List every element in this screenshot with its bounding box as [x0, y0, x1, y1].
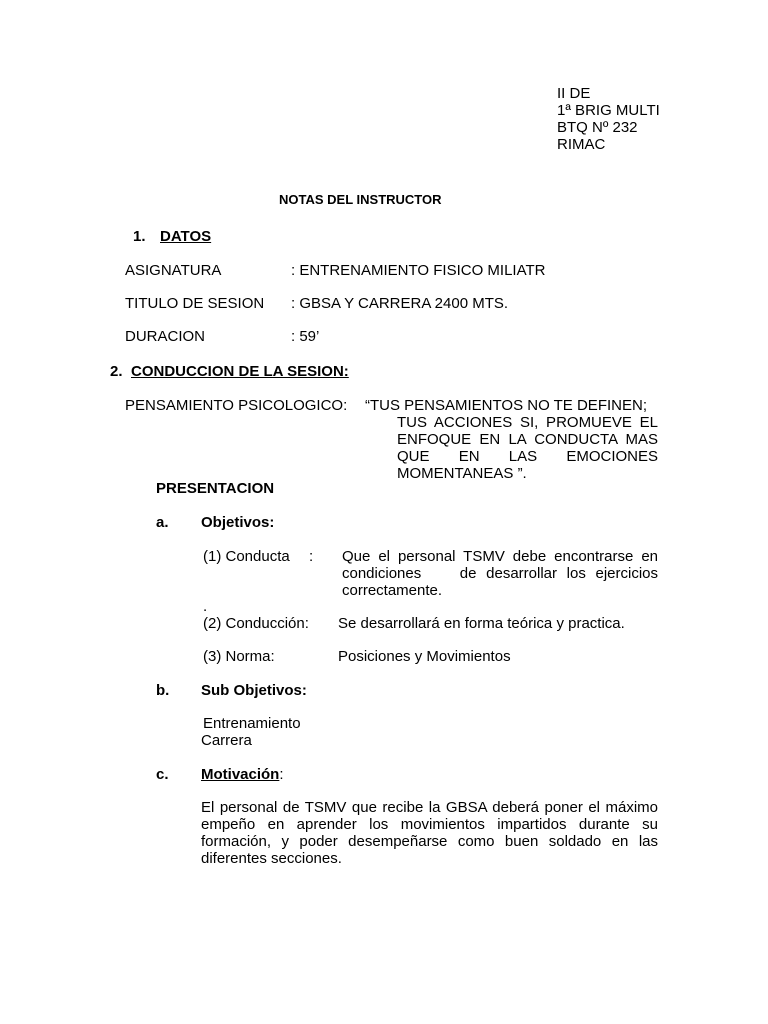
header-line-battalion: BTQ Nº 232: [557, 119, 638, 136]
section-2-heading: CONDUCCION DE LA SESION:: [131, 363, 349, 380]
objetivo-norma-label: (3) Norma:: [203, 648, 275, 665]
objetivos-heading: Objetivos:: [201, 514, 275, 531]
data-value-titulo: : GBSA Y CARRERA 2400 MTS.: [291, 295, 509, 312]
sub-objetivo-item: Entrenamiento: [203, 715, 301, 732]
section-1-heading: DATOS: [160, 228, 212, 245]
motivacion-heading-colon: :: [279, 766, 284, 783]
motivacion-paragraph: El personal de TSMV que recibe la GBSA deberá poner el máximo empeño en aprender los movimientos impartidos durante su formación, y poder desempeñarse como buen soldado en las diferentes secciones.: [201, 799, 658, 867]
data-value-duracion: : 59’: [291, 328, 320, 345]
stray-dot: .: [203, 598, 208, 615]
data-row-asignatura: [125, 262, 221, 279]
pensamiento-label: PENSAMIENTO PSICOLOGICO:: [125, 397, 348, 414]
item-b-letter: b.: [156, 682, 170, 699]
presentacion-heading: PRESENTACION: [156, 480, 275, 497]
objetivo-norma-text: Posiciones y Movimientos: [338, 648, 511, 665]
objetivo-conduccion-text: Se desarrollará en forma teórica y practica.: [338, 615, 625, 632]
data-label: TITULO DE SESION: [125, 295, 265, 312]
data-row-duracion: [125, 328, 205, 345]
objetivo-conducta-colon: :: [309, 548, 314, 565]
sub-objetivo-item: Carrera: [201, 732, 252, 749]
motivacion-heading-text: Motivación: [201, 766, 280, 783]
objetivo-conducta-label: (1) Conducta: [203, 548, 290, 565]
objetivo-conducta-text: Que el personal TSMV debe encontrarse en condiciones de desarrollar los ejercicios correctamente.: [342, 548, 663, 599]
data-value-asignatura: : ENTRENAMIENTO FISICO MILIATR: [291, 262, 546, 279]
pensamiento-quote: TUS ACCIONES SI, PROMUEVE EL ENFOQUE EN LA CONDUCTA MAS QUE EN LAS EMOCIONES MOMENTANEAS ”.: [397, 414, 658, 482]
data-label: ASIGNATURA: [125, 262, 222, 279]
document-title: NOTAS DEL INSTRUCTOR: [279, 192, 442, 207]
header-line-location: RIMAC: [557, 136, 606, 153]
header-line-unit: II DE: [557, 85, 591, 102]
data-row-titulo: [125, 295, 264, 312]
item-a-letter: a.: [156, 514, 169, 531]
objetivo-conduccion-label: (2) Conducción:: [203, 615, 309, 632]
unit-header: [557, 85, 660, 153]
data-label: DURACION: [125, 328, 206, 345]
section-1-number: 1.: [133, 228, 146, 245]
pensamiento-first-line: “TUS PENSAMIENTOS NO TE DEFINEN;: [365, 397, 647, 414]
motivacion-heading: [201, 766, 284, 783]
section-2-number: 2.: [110, 363, 123, 380]
header-line-brigade: 1ª BRIG MULTI: [557, 102, 660, 119]
item-c-letter: c.: [156, 766, 169, 783]
sub-objetivos-heading: Sub Objetivos:: [201, 682, 307, 699]
